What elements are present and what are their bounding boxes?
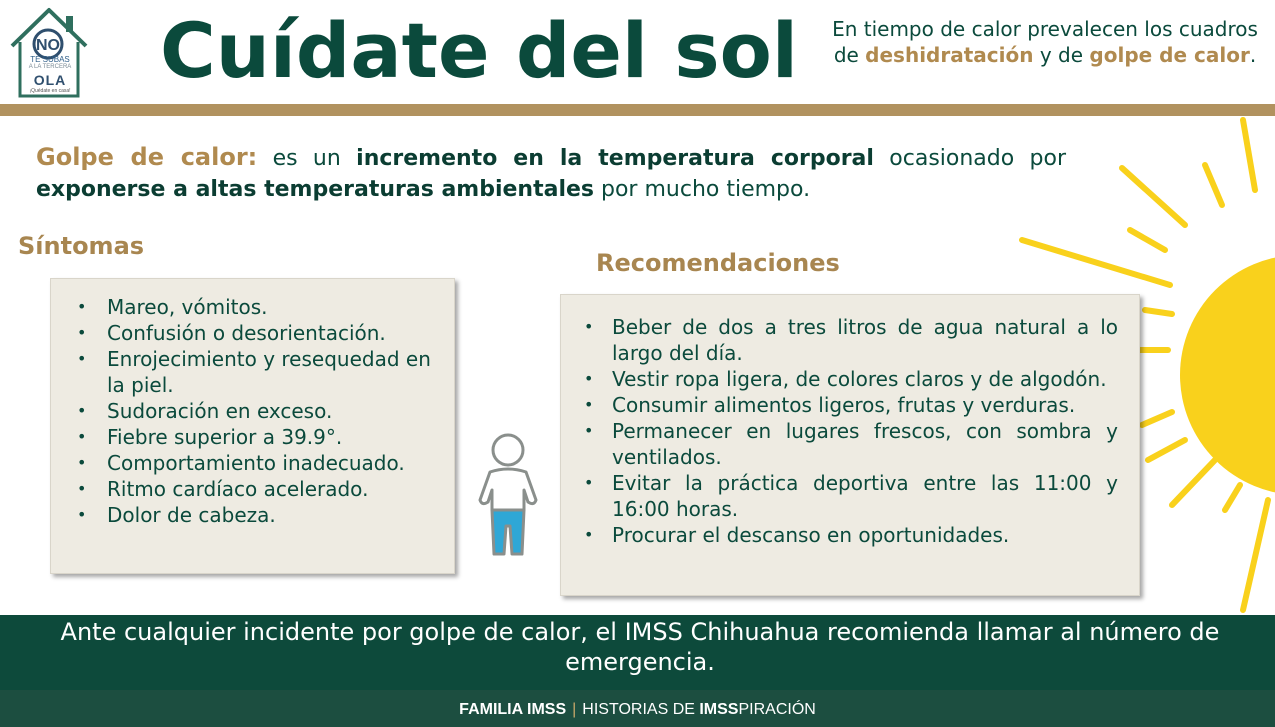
page-title: Cuídate del sol [160, 6, 798, 95]
list-item: • Ritmo cardíaco acelerado. [107, 476, 437, 502]
list-item: • Sudoración en exceso. [107, 398, 437, 424]
footer-message: Ante cualquier incidente por golpe de calor, el IMSS Chihuahua recomienda llamar al número de emergencia. [60, 618, 1220, 676]
definition-text [36, 142, 1066, 205]
definition-term: Golpe de calor: [36, 143, 258, 171]
house-logo-icon [8, 6, 90, 100]
brand-historias-prefix: HISTORIAS DE [582, 701, 700, 718]
list-item: • Dolor de cabeza. [107, 502, 437, 528]
logo-line5: ¡Quédate en casa! [29, 88, 71, 94]
list-item: • Enrojecimiento y resequedad en la piel. [107, 346, 437, 398]
sintomas-box [50, 278, 455, 574]
brand-imss-bold: IMSS [699, 701, 739, 718]
definition-bold2: exponerse a altas temperaturas ambientales [36, 177, 595, 202]
list-item: • Confusión o desorientación. [107, 320, 437, 346]
logo-line2: TE SUBAS [30, 55, 70, 64]
brand-separator: | [572, 701, 577, 718]
recomendaciones-heading: Recomendaciones [596, 249, 840, 277]
sintomas-heading: Síntomas [18, 232, 145, 260]
intro-highlight-golpe: golpe de calor [1089, 43, 1250, 67]
list-item: • Beber de dos a tres litros de agua natural a lo largo del día. [612, 314, 1118, 366]
definition-part1: es un [257, 146, 357, 171]
list-item: • Procurar el descanso en oportunidades. [612, 522, 1118, 548]
logo-no-text: NO [36, 37, 60, 54]
list-item: • Comportamiento inadecuado. [107, 450, 437, 476]
intro-mid: y de [1033, 43, 1090, 67]
list-item: • Fiebre superior a 39.9°. [107, 424, 437, 450]
recomendaciones-list [612, 314, 1118, 548]
recomendaciones-box [560, 294, 1140, 596]
intro-text [830, 16, 1260, 68]
gold-divider [0, 104, 1275, 116]
definition-part2: ocasionado por [873, 146, 1066, 171]
list-item: • Mareo, vómitos. [107, 294, 437, 320]
definition-bold1: incremento en la temperatura corporal [356, 146, 874, 171]
intro-highlight-deshidratacion: deshidratación [865, 43, 1034, 67]
bottom-brand [0, 700, 1275, 720]
header [0, 0, 1275, 104]
brand-piracion: PIRACIÓN [738, 701, 816, 718]
definition-part3: por mucho tiempo. [594, 177, 811, 202]
list-item: • Vestir ropa ligera, de colores claros y de algodón. [612, 366, 1118, 392]
sintomas-list [107, 294, 437, 528]
list-item: • Consumir alimentos ligeros, frutas y verduras. [612, 392, 1118, 418]
list-item: • Permanecer en lugares frescos, con sombra y ventilados. [612, 418, 1118, 470]
list-item: • Evitar la práctica deportiva entre las 11:00 y 16:00 horas. [612, 470, 1118, 522]
logo-line4: OLA [33, 72, 67, 88]
intro-prefix: En tiempo de calor prevalecen los cuadros de [832, 17, 1258, 67]
intro-suffix: . [1249, 43, 1257, 67]
person-icon [470, 430, 546, 562]
brand-familia-imss: FAMILIA IMSS [459, 701, 567, 718]
logo-line3: A LA TERCERA [28, 64, 72, 70]
